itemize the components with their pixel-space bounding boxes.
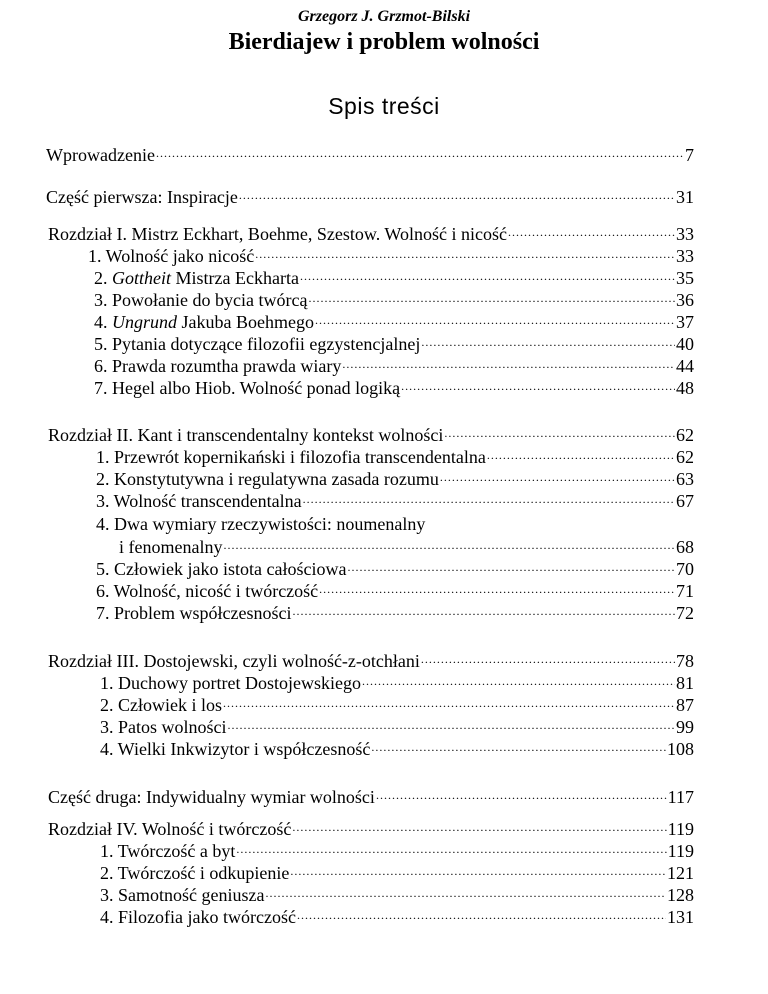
leader-dots bbox=[290, 863, 666, 879]
leader-dots bbox=[421, 334, 675, 350]
entry-page: 121 bbox=[667, 863, 694, 883]
leader-dots bbox=[347, 559, 675, 575]
entry-title bbox=[94, 311, 314, 333]
leader-dots bbox=[401, 378, 675, 394]
entry-page: 131 bbox=[667, 907, 694, 927]
toc-entry-2-4-line2 bbox=[119, 536, 694, 558]
entry-page: 99 bbox=[676, 717, 694, 737]
toc-heading: Spis treści bbox=[328, 93, 440, 119]
toc-entry-part1 bbox=[46, 186, 694, 208]
entry-page: 44 bbox=[676, 356, 694, 376]
entry-title: 2. Człowiek i los bbox=[100, 695, 222, 715]
entry-page: 70 bbox=[676, 559, 694, 579]
entry-page: 31 bbox=[676, 187, 694, 207]
entry-page: 35 bbox=[676, 268, 694, 288]
entry-number: 4. bbox=[94, 312, 112, 332]
entry-title: 3. Samotność geniusza bbox=[100, 885, 265, 905]
leader-dots bbox=[508, 224, 675, 240]
leader-dots bbox=[292, 819, 666, 835]
toc-entry-2-1 bbox=[96, 446, 694, 468]
entry-title: i fenomenalny bbox=[119, 537, 223, 557]
leader-dots bbox=[156, 145, 684, 161]
author-name: Grzegorz J. Grzmot-Bilski bbox=[297, 8, 471, 25]
leader-dots bbox=[371, 739, 666, 755]
entry-page: 108 bbox=[667, 739, 694, 759]
toc-entry-1-2 bbox=[94, 267, 694, 289]
entry-title: 1. Wolność jako nicość bbox=[88, 246, 255, 266]
entry-page: 72 bbox=[676, 603, 694, 623]
entry-page: 33 bbox=[676, 224, 694, 244]
entry-title: Część pierwsza: Inspiracje bbox=[46, 187, 238, 207]
entry-page: 78 bbox=[676, 651, 694, 671]
book-title: Bierdiajew i problem wolności bbox=[228, 29, 540, 55]
entry-title: 1. Przewrót kopernikański i filozofia transcendentalna bbox=[96, 447, 486, 467]
entry-page: 119 bbox=[667, 841, 694, 861]
leader-dots bbox=[292, 603, 675, 619]
entry-title: 3. Wolność transcendentalna bbox=[96, 491, 302, 511]
entry-title: 1. Twórczość a byt bbox=[100, 841, 236, 861]
toc-entry-3-1 bbox=[100, 672, 694, 694]
toc-entry-1-3 bbox=[94, 289, 694, 311]
toc-entry-2-6 bbox=[96, 580, 694, 602]
toc-entry-chapter-2 bbox=[48, 424, 694, 446]
entry-page: 7 bbox=[685, 145, 694, 165]
toc-entry-2-2 bbox=[96, 468, 694, 490]
entry-page: 67 bbox=[676, 491, 694, 511]
toc-entry-chapter-1 bbox=[48, 223, 694, 245]
leader-dots bbox=[300, 268, 675, 284]
leader-dots bbox=[297, 907, 666, 923]
entry-page: 40 bbox=[676, 334, 694, 354]
toc-entry-3-3 bbox=[100, 716, 694, 738]
leader-dots bbox=[223, 537, 675, 553]
leader-dots bbox=[421, 651, 675, 667]
entry-page: 87 bbox=[676, 695, 694, 715]
toc-entry-4-2 bbox=[100, 862, 694, 884]
toc-entry-4-1 bbox=[100, 840, 694, 862]
toc-entry-2-3 bbox=[96, 490, 694, 512]
leader-dots bbox=[308, 290, 675, 306]
entry-title: 1. Duchowy portret Dostojewskiego bbox=[100, 673, 361, 693]
entry-italic-term: Gottheit bbox=[112, 268, 171, 288]
entry-title: 6. Wolność, nicość i twórczość bbox=[96, 581, 319, 601]
entry-title: 3. Patos wolności bbox=[100, 717, 227, 737]
entry-title-rest: Mistrza Eckharta bbox=[171, 268, 299, 288]
leader-dots bbox=[362, 673, 675, 689]
entry-number: 2. bbox=[94, 268, 112, 288]
entry-page: 68 bbox=[676, 537, 694, 557]
entry-title: 4. Filozofia jako twórczość bbox=[100, 907, 296, 927]
entry-title: Rozdział I. Mistrz Eckhart, Boehme, Szestow. Wolność i nicość bbox=[48, 224, 507, 244]
leader-dots bbox=[223, 695, 675, 711]
leader-dots bbox=[303, 491, 675, 507]
leader-dots bbox=[319, 581, 675, 597]
leader-dots bbox=[376, 787, 667, 803]
entry-title: 3. Powołanie do bycia twórcą bbox=[94, 290, 308, 310]
toc-entry-1-4 bbox=[94, 311, 694, 333]
leader-dots bbox=[239, 187, 675, 203]
toc-entry-1-1 bbox=[88, 245, 694, 267]
entry-title: 7. Hegel albo Hiob. Wolność ponad logiką bbox=[94, 378, 401, 398]
entry-title: 2. Twórczość i odkupienie bbox=[100, 863, 290, 883]
entry-page: 33 bbox=[676, 246, 694, 266]
toc-entry-1-7 bbox=[94, 377, 694, 399]
toc-entry-3-2 bbox=[100, 694, 694, 716]
entry-title: Wprowadzenie bbox=[46, 145, 155, 165]
entry-title-rest: Jakuba Boehmego bbox=[177, 312, 314, 332]
toc-entry-part2 bbox=[48, 786, 694, 808]
toc-entry-1-6 bbox=[94, 355, 694, 377]
entry-page: 81 bbox=[676, 673, 694, 693]
entry-title bbox=[94, 267, 299, 289]
leader-dots bbox=[440, 469, 675, 485]
toc-entry-chapter-3 bbox=[48, 650, 694, 672]
entry-title: 7. Problem współczesności bbox=[96, 603, 292, 623]
toc-entry-2-4-line1: 4. Dwa wymiary rzeczywistości: noumenalny bbox=[96, 514, 426, 534]
leader-dots bbox=[228, 717, 675, 733]
entry-title: 5. Człowiek jako istota całościowa bbox=[96, 559, 347, 579]
entry-page: 71 bbox=[676, 581, 694, 601]
toc-entry-3-4 bbox=[100, 738, 694, 760]
entry-title: Część druga: Indywidualny wymiar wolności bbox=[48, 787, 375, 807]
toc-entry-4-4 bbox=[100, 906, 694, 928]
entry-title: Rozdział IV. Wolność i twórczość bbox=[48, 819, 292, 839]
leader-dots bbox=[255, 246, 675, 262]
entry-page: 62 bbox=[676, 425, 694, 445]
toc-entry-intro bbox=[46, 144, 694, 166]
entry-title: 4. Wielki Inkwizytor i współczesność bbox=[100, 739, 371, 759]
entry-title: 2. Konstytutywna i regulatywna zasada rozumu bbox=[96, 469, 439, 489]
leader-dots bbox=[487, 447, 675, 463]
entry-page: 48 bbox=[676, 378, 694, 398]
entry-page: 37 bbox=[676, 312, 694, 332]
leader-dots bbox=[315, 312, 675, 328]
leader-dots bbox=[265, 885, 666, 901]
entry-title: Rozdział II. Kant i transcendentalny kontekst wolności bbox=[48, 425, 444, 445]
toc-entry-4-3 bbox=[100, 884, 694, 906]
entry-title: 6. Prawda rozumtha prawda wiary bbox=[94, 356, 342, 376]
entry-page: 128 bbox=[667, 885, 694, 905]
entry-italic-term: Ungrund bbox=[112, 312, 178, 332]
toc-entry-2-7 bbox=[96, 602, 694, 624]
entry-page: 63 bbox=[676, 469, 694, 489]
toc-entry-1-5 bbox=[94, 333, 694, 355]
leader-dots bbox=[342, 356, 675, 372]
entry-title: 5. Pytania dotyczące filozofii egzystencjalnej bbox=[94, 334, 421, 354]
toc-entry-chapter-4 bbox=[48, 818, 694, 840]
entry-page: 62 bbox=[676, 447, 694, 467]
leader-dots bbox=[444, 425, 675, 441]
entry-title: Rozdział III. Dostojewski, czyli wolność-z-otchłani bbox=[48, 651, 420, 671]
entry-page: 36 bbox=[676, 290, 694, 310]
entry-page: 119 bbox=[667, 819, 694, 839]
entry-page: 117 bbox=[667, 787, 694, 807]
leader-dots bbox=[236, 841, 666, 857]
toc-entry-2-5 bbox=[96, 558, 694, 580]
